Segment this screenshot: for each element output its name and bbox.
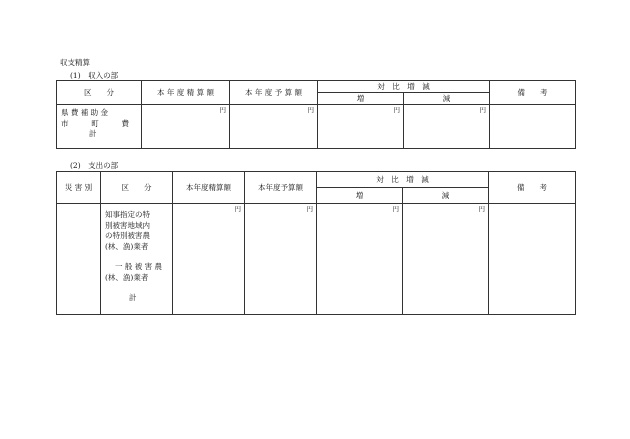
- expense-row-designated-4: (林、漁)業者: [105, 241, 149, 251]
- expense-header-category: 区 分: [101, 172, 173, 204]
- expense-settled-cell: 円: [173, 204, 245, 315]
- expense-category-cell: [101, 204, 173, 315]
- income-row-city: 市: [61, 118, 69, 128]
- income-header-comparison: 対 比 増 減: [318, 81, 490, 93]
- expense-budget-cell: 円: [245, 204, 317, 315]
- expense-increase-cell: 円: [317, 204, 403, 315]
- income-header-settled: 本 年 度 精 算 額: [142, 81, 230, 105]
- expense-disaster-type-cell: [57, 204, 101, 315]
- income-header-budget: 本 年 度 予 算 額: [230, 81, 318, 105]
- income-category-cell: [57, 105, 142, 149]
- expense-row-designated-1: 知事指定の特: [105, 210, 150, 219]
- expense-header-budget: 本年度予算額: [245, 172, 317, 204]
- income-settled-cell: 円: [142, 105, 230, 149]
- income-row-expense: 費: [121, 118, 129, 128]
- income-remarks-cell: [490, 105, 576, 149]
- expense-header-remarks: 備 考: [489, 172, 576, 204]
- expense-remarks-cell: [489, 204, 576, 315]
- expense-header-comparison: 対 比 増 減: [317, 172, 489, 188]
- expense-header-disaster-type: 災 害 別: [57, 172, 101, 204]
- income-budget-cell: 円: [230, 105, 318, 149]
- expense-decrease-cell: 円: [403, 204, 489, 315]
- expense-table: [56, 171, 576, 315]
- expense-row-total: 計: [129, 293, 137, 302]
- expense-section-heading: (2) 支出の部: [70, 161, 119, 170]
- income-header-category: 区 分: [57, 81, 142, 105]
- income-header-remarks: 備 考: [490, 81, 576, 105]
- expense-row-general-1: 一 般 被 害 農: [115, 262, 163, 271]
- expense-header-increase: 増: [317, 188, 403, 204]
- expense-row-general-2: (林、漁)業者: [105, 272, 149, 282]
- expense-header-settled: 本年度精算額: [173, 172, 245, 204]
- income-row-total: 計: [89, 129, 97, 138]
- income-increase-cell: 円: [318, 105, 404, 149]
- income-row-subsidy: 県 費 補 助 金: [61, 108, 109, 117]
- income-section-heading: (1) 収入の部: [70, 71, 119, 80]
- income-row-town: 町: [91, 118, 99, 128]
- expense-row-designated-2: 別被害地域内: [105, 220, 150, 230]
- income-header-decrease: 減: [404, 93, 490, 105]
- page-heading: 収支精算: [60, 58, 90, 67]
- expense-header-decrease: 減: [403, 188, 489, 204]
- income-header-increase: 増: [318, 93, 404, 105]
- income-decrease-cell: 円: [404, 105, 490, 149]
- expense-row-designated-3: の特別被害農: [105, 231, 150, 240]
- income-table: [56, 80, 576, 149]
